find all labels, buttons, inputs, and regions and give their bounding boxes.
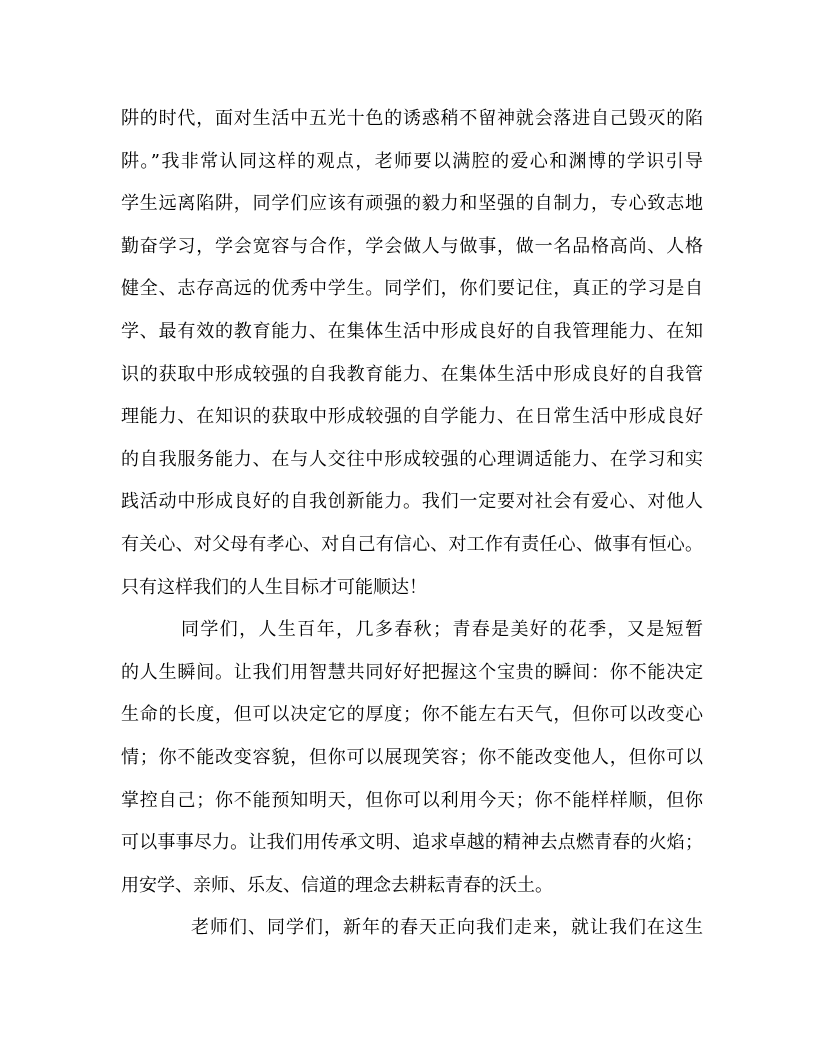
text-line: 生命的长度，但可以决定它的厚度；你不能左右天气，但你可以改变心 [121,704,703,726]
text-line: 健全、志存高远的优秀中学生。同学们，你们要记住，真正的学习是自 [121,278,703,300]
text-line: 用安学、亲师、乐友、信道的理念去耕耘青春的沃土。 [121,874,553,896]
text-line: 学、最有效的教育能力、在集体生活中形成良好的自我管理能力、在知 [121,320,703,342]
text-line: 的自我服务能力、在与人交往中形成较强的心理调适能力、在学习和实 [121,448,703,470]
text-line: 只有这样我们的人生目标才可能顺达！ [121,576,427,598]
text-line: 可以事事尽力。让我们用传承文明、追求卓越的精神去点燃青春的火焰； [121,832,703,854]
text-line: 情；你不能改变容貌，但你可以展现笑容；你不能改变他人，但你可以 [121,746,703,768]
document-body [121,98,703,950]
text-line: 践活动中形成良好的自我创新能力。我们一定要对社会有爱心、对他人 [121,491,703,513]
paragraph-first-line: 老师们、同学们，新年的春天正向我们走来，就让我们在这生 [191,917,703,939]
text-line: 阱。”我非常认同这样的观点，老师要以满腔的爱心和渊博的学识引导 [121,150,703,172]
paragraph-first-line: 同学们，人生百年，几多春秋；青春是美好的花季，又是短暂 [181,619,703,641]
text-line: 阱的时代，面对生活中五光十色的诱惑稍不留神就会落进自己毁灭的陷 [121,108,703,129]
text-line: 的人生瞬间。让我们用智慧共同好好把握这个宝贵的瞬间：你不能决定 [121,661,703,683]
text-line: 学生远离陷阱，同学们应该有顽强的毅力和坚强的自制力，专心致志地 [121,193,703,215]
text-line: 理能力、在知识的获取中形成较强的自学能力、在日常生活中形成良好 [121,406,703,428]
text-line: 识的获取中形成较强的自我教育能力、在集体生活中形成良好的自我管 [121,363,703,385]
text-line: 勤奋学习，学会宽容与合作，学会做人与做事，做一名品格高尚、人格 [121,235,703,257]
text-line: 掌控自己；你不能预知明天，但你可以利用今天；你不能样样顺，但你 [121,789,703,811]
text-line: 有关心、对父母有孝心、对自己有信心、对工作有责任心、做事有恒心。 [121,533,703,555]
